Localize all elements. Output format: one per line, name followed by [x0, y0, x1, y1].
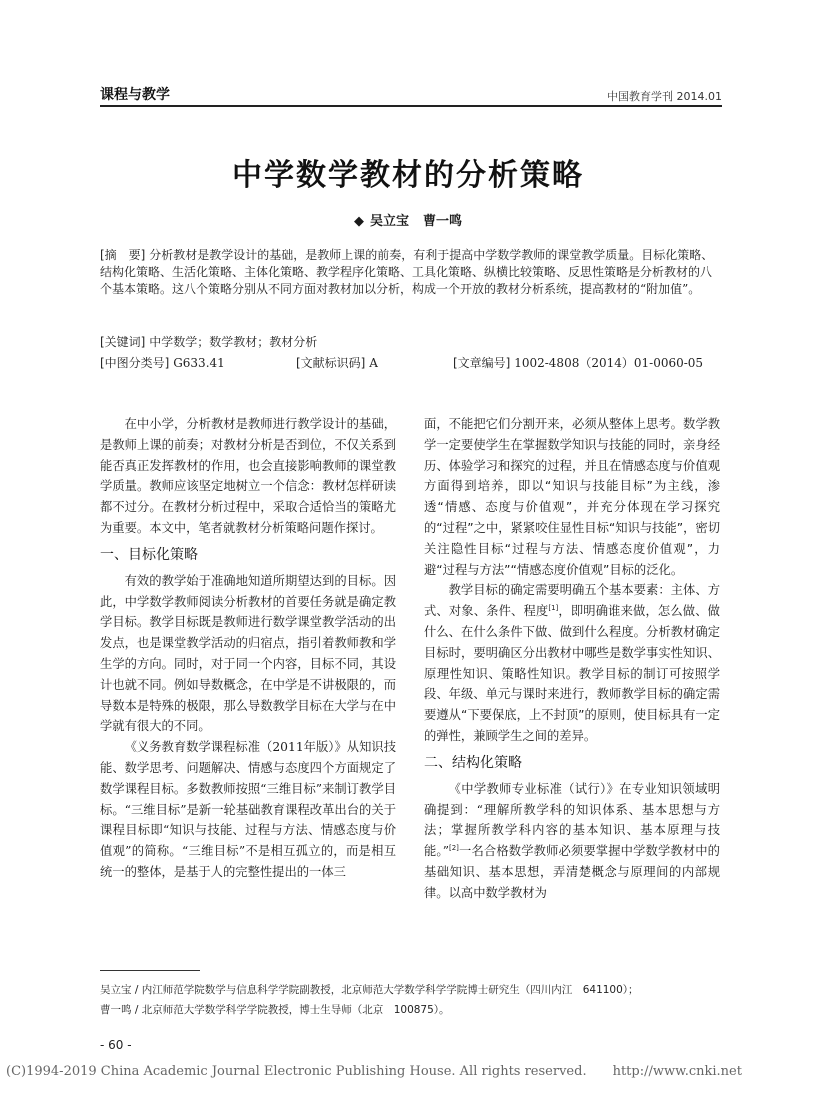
copyright-notice: (C)1994-2019 China Academic Journal Electronic Publishing House. All rights reserved. http://www.cnki.net: [6, 1064, 742, 1079]
section-heading: 一、目标化策略: [100, 546, 198, 563]
body-paragraph: 《义务教育数学课程标准（2011年版）》从知识技能、数学思考、问题解决、情感与态度四个方面规定了数学课程目标。多数教师按照“三维目标”来制订教学目标。“三维目标”是新一轮基础教育课程改革出台的关于课程目标即“知识与技能、过程与方法、情感态度与价值观”的简称。“三维目标”不是相互孤立的，而是相互统一的整体，是基于人的完整性提出的一体三: [100, 740, 396, 879]
article-number: [453, 354, 703, 371]
body-paragraph: [424, 580, 720, 746]
journal-issue: 中国教育学刊 2014.01: [607, 90, 722, 103]
citation-ref[interactable]: [2]: [449, 844, 459, 853]
section-label: 课程与教学: [100, 87, 170, 103]
clc-value: G633.41: [173, 356, 225, 370]
section-heading: 二、结构化策略: [424, 754, 522, 771]
art-value: 1002-4808（2014）01-0060-05: [514, 356, 704, 370]
body-column-right: [424, 414, 720, 904]
abstract-label: [摘 要]: [100, 248, 146, 262]
art-label: [文章编号]: [453, 356, 511, 370]
text-run: ，即明确谁来做，怎么做、做什么、在什么条件下做、做到什么程度。分析教材确定目标时，要明确区分出教材中哪些是数学事实性知识、原理性知识、策略性知识。教学目标的制订可按照学段、年级、单元与课时来进行，教师教学目标的确定需要遵从“下要保底，上不封顶”的原则，使目标具有一定的弹性，兼顾学生之间的差异。: [424, 604, 720, 743]
clc-label: [中图分类号]: [100, 356, 170, 370]
article-title: 中学数学教材的分析策略: [232, 158, 584, 193]
doc-code: [296, 354, 378, 371]
header-divider: [100, 105, 722, 107]
text-run: 教学目标的确定需要明确五个基本要素：主体、方式、对象、条件、程度: [424, 583, 720, 619]
keywords: [100, 333, 317, 350]
clc-number: [100, 354, 225, 371]
body-paragraph: 有效的教学始于准确地知道所期望达到的目标。因此，中学数学教师阅读分析教材的首要任务就是确定教学目标。教学目标既是教师进行数学课堂教学活动的出发点，也是课堂教学活动的归宿点，指引着教师教和学生学的方向。同时，对于同一个内容，目标不同，其设计也就不同。例如导数概念，在中学是不讲极限的，而导数本是特殊的极限，那么导数教学目标在大学与在中学就有很大的不同。: [100, 573, 396, 734]
author-name: 吴立宝: [369, 214, 409, 229]
author-name: 曹一鸣: [423, 214, 463, 229]
footnote-divider: [100, 970, 200, 971]
body-paragraph: [424, 779, 720, 904]
page-number: - 60 -: [100, 1038, 132, 1052]
citation-ref[interactable]: [1]: [548, 604, 559, 613]
body-paragraph: 在中小学，分析教材是教师进行教学设计的基础，是教师上课的前奏；对教材分析是否到位，不仅关系到能否真正发挥教材的作用，也会直接影响教师的课堂教学质量。教师应该坚定地树立一个信念：教材怎样研读都不过分。在教材分析过程中，采取合适恰当的策略尤为重要。本文中，笔者就教材分析策略问题作探讨。: [100, 417, 396, 535]
keywords-text: 中学数学；数学教材；教材分析: [149, 335, 318, 349]
keywords-label: [关键词]: [100, 335, 146, 349]
footnote-line: 曹一鸣 / 北京师范大学数学科学学院教授，博士生导师（北京 100875）。: [100, 1004, 450, 1016]
doc-value: A: [369, 356, 378, 370]
body-paragraph: 面，不能把它们分割开来，必须从整体上思考。数学教学一定要使学生在掌握数学知识与技能的同时，亲身经历、体验学习和探究的过程，并且在情感态度与价值观方面得到培养，即以“知识与技能目标”为主线，渗透“情感、态度与价值观”，并充分体现在学习探究的“过程”之中，紧紧咬住显性目标“知识与技能”，密切关注隐性目标“过程与方法、情感态度价值观”，力避“过程与方法”“情感态度价值观”目标的泛化。: [424, 417, 721, 577]
article-meta: [100, 354, 722, 372]
author-line: [0, 210, 816, 229]
author-footnote: [100, 980, 722, 1020]
footnote-line: 吴立宝 / 内江师范学院数学与信息科学学院副教授，北京师范大学数学科学学院博士研究生（四川内江 641100）；: [100, 984, 639, 996]
diamond-icon: ◆: [353, 214, 364, 229]
text-run: 《中学教师专业标准（试行）》在专业知识领域明确提到：“理解所教学科的知识体系、基本思想与方法；掌握所教学科内容的基本知识、基本原理与技能。”: [424, 781, 720, 859]
text-run: 一名合格数学教师必须要掌握中学数学教材中的基础知识、基本思想，弄清楚概念与原理间的内部规律。以高中数学教材为: [424, 844, 720, 900]
abstract: [100, 247, 722, 298]
body-column-left: [100, 414, 396, 883]
abstract-text: 分析教材是教学设计的基础，是教师上课的前奏，有利于提高中学数学教师的课堂教学质量。目标化策略、结构化策略、生活化策略、主体化策略、教学程序化策略、工具化策略、纵横比较策略、反思性策略是分析教材的八个基本策略。这八个策略分别从不同方面对教材加以分析，构成一个开放的教材分析系统，提高教材的“附加值”。: [100, 248, 714, 296]
doc-label: [文献标识码]: [296, 356, 366, 370]
